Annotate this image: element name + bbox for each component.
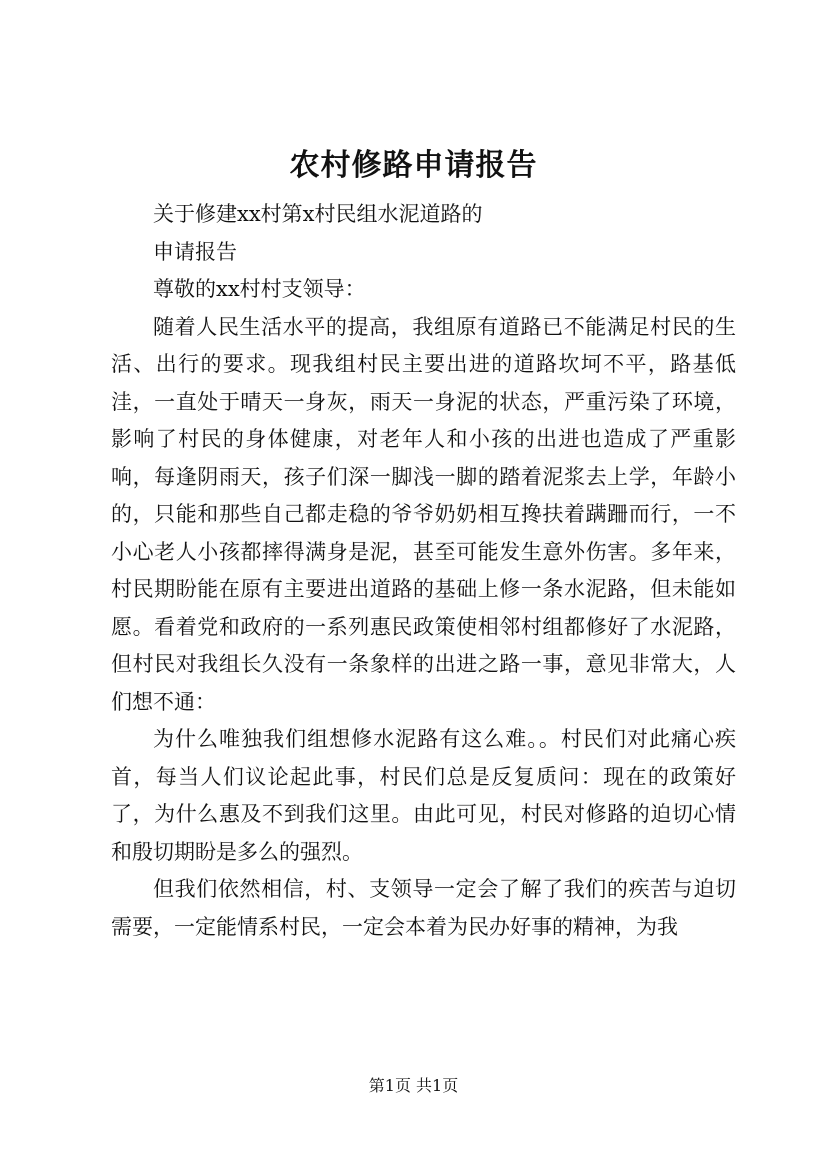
paragraph-1: 随着人民生活水平的提高，我组原有道路已不能满足村民的生活、出行的要求。现我组村民主要出进的道路坎坷不平，路基低洼，一直处于晴天一身灰，雨天一身泥的状态，严重污染了环境，影响了村民的身体健康，对老年人和小孩的出进也造成了严重影响，每逢阴雨天，孩子们深一脚浅一脚的踏着泥浆去上学，年龄小的，只能和那些自己都走稳的爷爷奶奶相互搀扶着蹒跚而行，一不小心老人小孩都摔得满身是泥，甚至可能发生意外伤害。多年来，村民期盼能在原有主要进出道路的基础上修一条水泥路，但未能如愿。看着党和政府的一系列惠民政策使相邻村组都修好了水泥路，但村民对我组长久没有一条象样的出进之路一事，意见非常大，人们想不通：: [111, 314, 736, 714]
paragraph-3: 但我们依然相信，村、支领导一定会了解了我们的疾苦与迫切需要，一定能情系村民，一定会本着为民办好事的精神，为我: [111, 877, 736, 939]
document-title: 农村修路申请报告: [289, 148, 538, 183]
paragraph-2: 为什么唯独我们组想修水泥路有这么难。。村民们对此痛心疾首，每当人们议论起此事，村民们总是反复质问：现在的政策好了，为什么惠及不到我们这里。由此可见，村民对修路的迫切心情和殷切期盼是多么的强烈。: [111, 727, 736, 864]
salutation: 尊敬的xx村村支领导：: [153, 277, 366, 301]
subject-line-2: 申请报告: [153, 239, 237, 264]
page-footer: 第1页 共1页: [368, 1076, 459, 1095]
subject-line-1: 关于修建xx村第x村民组水泥道路的: [153, 202, 483, 226]
document-body: [111, 196, 736, 946]
